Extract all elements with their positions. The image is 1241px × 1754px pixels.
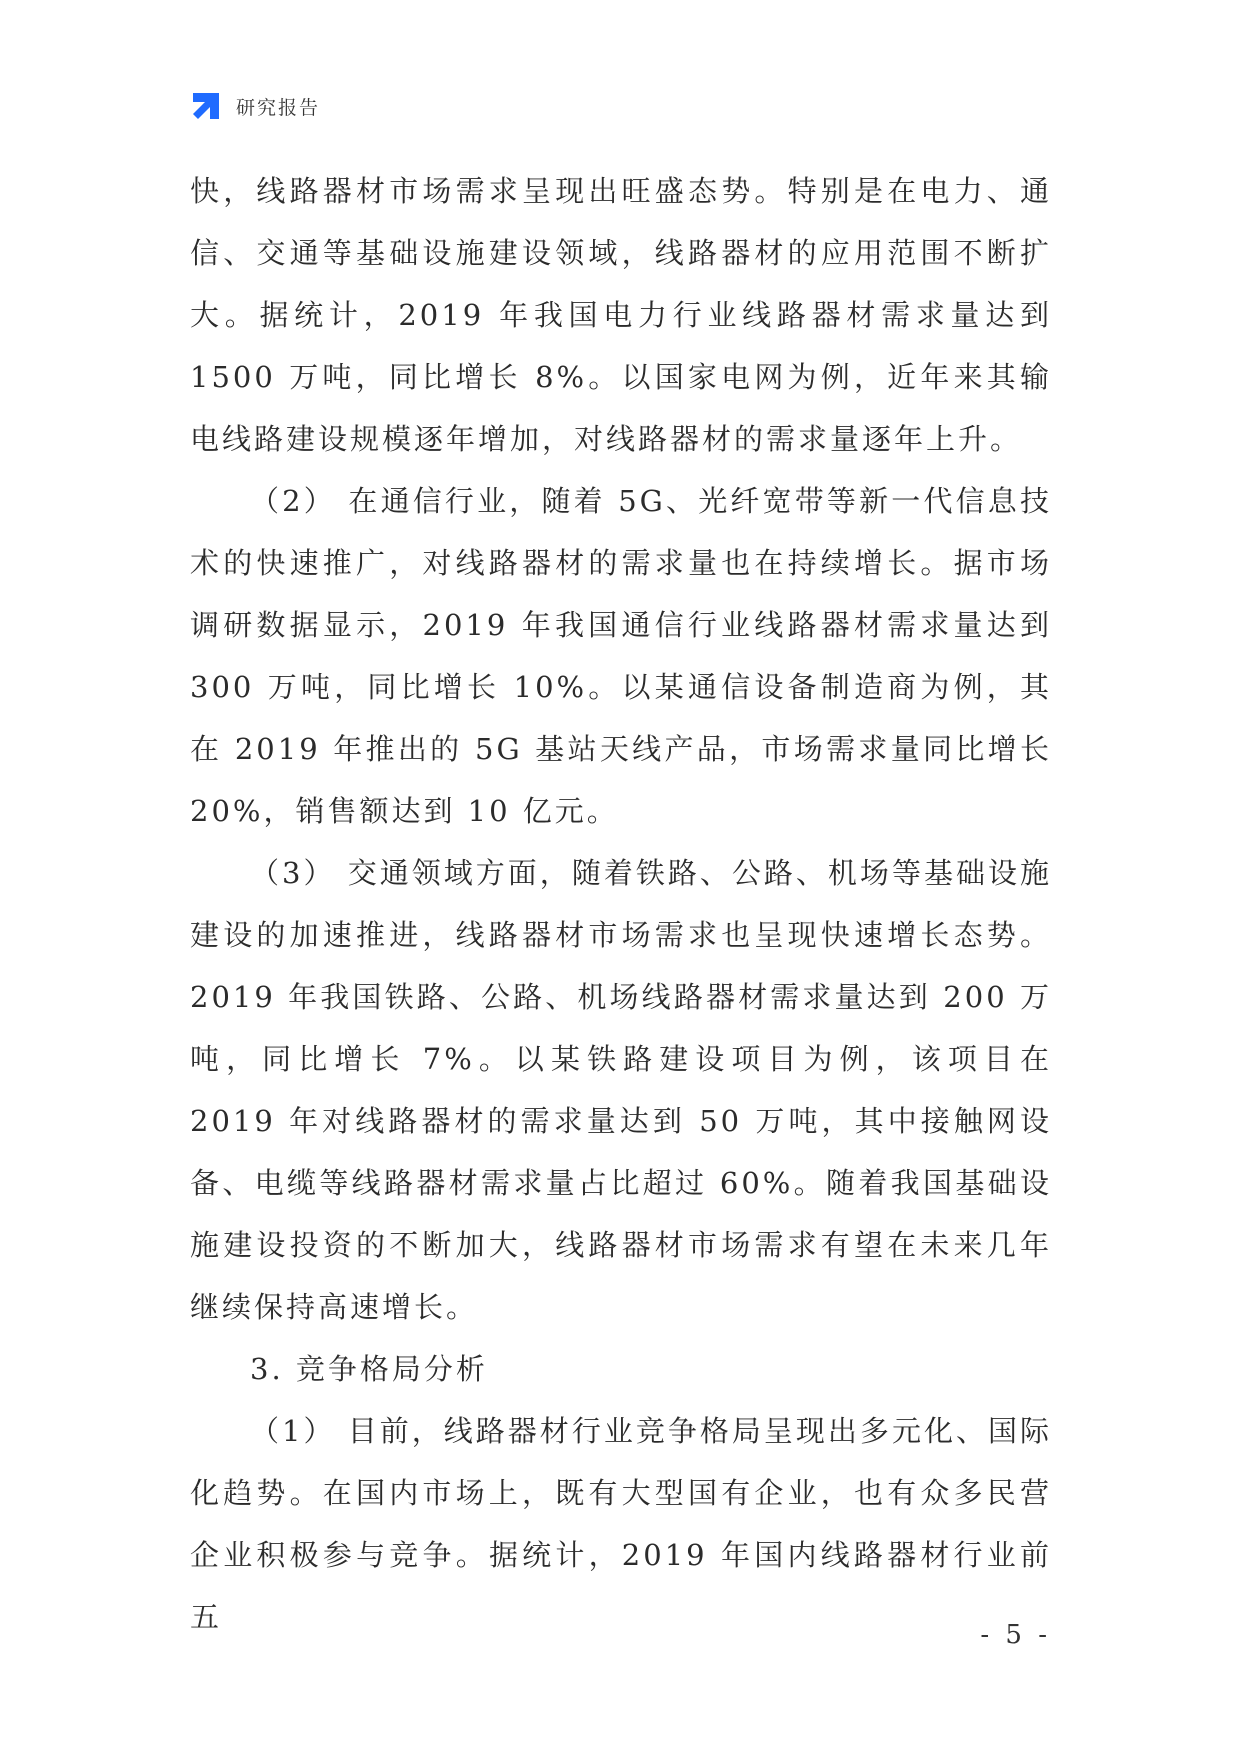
section-heading: 3. 竞争格局分析 — [250, 1352, 488, 1386]
body-paragraph: 快，线路器材市场需求呈现出旺盛态势。特别是在电力、通信、交通等基础设施建设领域，线路器材的应用范围不断扩大。据统计，2019 年我国电力行业线路器材需求量达到 1500 万吨，同比增长 8%。以国家电网为例，近年来其输电线路建设规模逐年增加，对线路器材的需求量逐年上升。 — [190, 174, 1052, 456]
body-paragraph: （2） 在通信行业，随着 5G、光纤宽带等新一代信息技术的快速推广，对线路器材的需求量也在持续增长。据市场调研数据显示，2019 年我国通信行业线路器材需求量达到 300 万吨，同比增长 10%。以某通信设备制造商为例，其在 2019 年推出的 5G 基站天线产品，市场需求量同比增长 20%，销售额达到 10 亿元。 — [190, 484, 1052, 828]
page-number: - 5 - — [980, 1620, 1051, 1650]
body-paragraph: （3） 交通领域方面，随着铁路、公路、机场等基础设施建设的加速推进，线路器材市场需求也呈现快速增长态势。2019 年我国铁路、公路、机场线路器材需求量达到 200 万吨，同比增长 7%。以某铁路建设项目为例，该项目在 2019 年对线路器材的需求量达到 50 万吨，其中接触网设备、电缆等线路器材需求量占比超过 60%。随着我国基础设施建设投资的不断加大，线路器材市场需求有望在未来几年继续保持高速增长。 — [190, 856, 1052, 1324]
body-paragraph: （1） 目前，线路器材行业竞争格局呈现出多元化、国际化趋势。在国内市场上，既有大型国有企业，也有众多民营企业积极参与竞争。据统计，2019 年国内线路器材行业前五 — [190, 1414, 1052, 1634]
header-title: 研究报告 — [236, 96, 321, 119]
document-body — [190, 160, 1052, 1648]
document-header — [190, 90, 320, 122]
arrow-up-right-icon — [190, 90, 222, 122]
